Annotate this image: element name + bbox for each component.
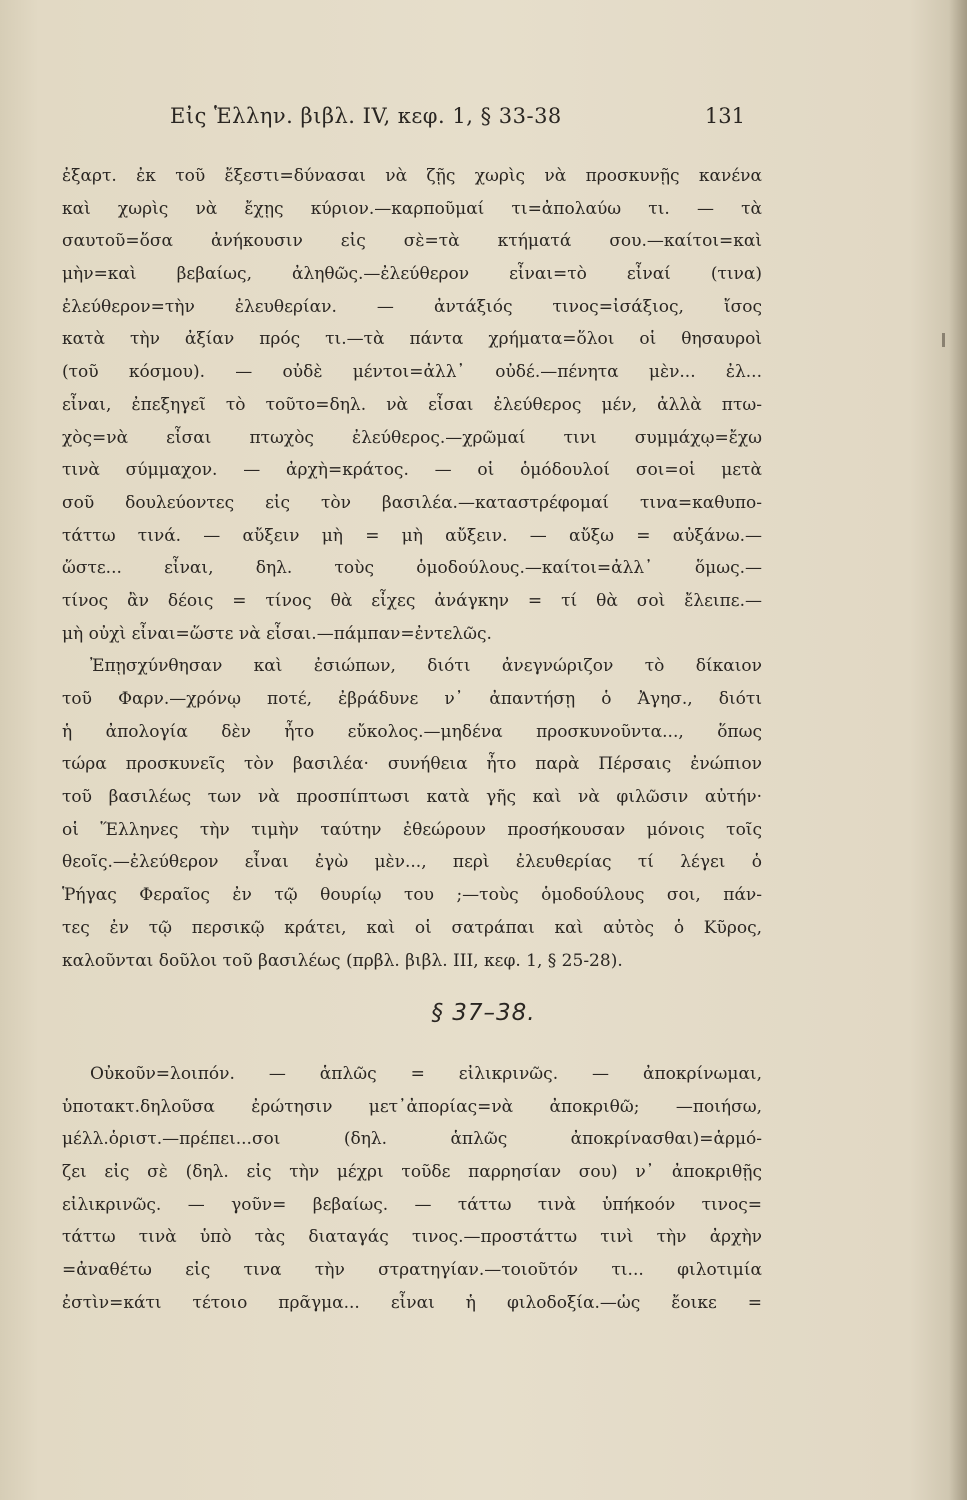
section-heading: § 37–38. [431,1000,536,1026]
text-line: ζει εἰς σὲ (δηλ. εἰς τὴν μέχρι τοῦδε παρρησίαν σου) ν᾽ ἀποκριθῇς [62,1162,762,1183]
text-line: μὴν=καὶ βεβαίως, ἀληθῶς.—ἐλεύθερον εἶναι=τὸ εἶναί (τινα) [62,264,762,285]
text-line: μέλλ.ὁριστ.—πρέπει...σοι (δηλ. ἁπλῶς ἀποκρίνασθαι)=ἁρμό- [62,1129,762,1150]
commentary-block-2 [62,1058,762,1320]
text-line: ὑποτακτ.δηλοῦσα ἐρώτησιν μετ᾽ἀπορίας=νὰ ἀποκριθῶ; —ποιήσω, [62,1096,762,1117]
text-line: ὥστε... εἶναι, δηλ. τοὺς ὁμοδούλους.—καίτοι=ἀλλ᾽ ὅμως.— [62,558,762,579]
text-line: τες ἐν τῷ περσικῷ κράτει, καὶ οἱ σατράπαι καὶ αὐτὸς ὁ Κῦρος, [62,917,762,938]
running-head [170,104,745,138]
text-line: τινὰ σύμμαχον. — ἀρχὴ=κράτος. — οἱ ὁμόδουλοί σοι=οἱ μετὰ [62,460,762,481]
text-line: ἡ ἀπολογία δὲν ἦτο εὔκολος.—μηδένα προσκυνοῦντα..., ὅπως [62,721,762,742]
text-line: εἰλικρινῶς. — γοῦν= βεβαίως. — τάττω τινὰ ὑπήκοόν τινος= [62,1194,762,1215]
text-line: τοῦ βασιλέως των νὰ προσπίπτωσι κατὰ γῆς καὶ νὰ φιλῶσιν αὐτήν· [62,787,762,808]
page-gutter [949,0,967,1500]
text-line: καὶ χωρὶς νὰ ἔχῃς κύριον.—καρποῦμαί τι=ἀπολαύω τι. — τὰ [62,198,762,219]
text-line: σαυτοῦ=ὅσα ἀνήκουσιν εἰς σὲ=τὰ κτήματά σου.—καίτοι=καὶ [62,231,762,252]
page-number: 131 [704,104,745,128]
text-line: θεοῖς.—ἐλεύθερον εἶναι ἐγὼ μὲν..., περὶ ἐλευθερίας τί λέγει ὁ [62,852,762,873]
text-line: εἶναι, ἐπεξηγεῖ τὸ τοῦτο=δηλ. νὰ εἶσαι ἐλεύθερος μέν, ἀλλὰ πτω- [62,394,762,415]
text-line: τοῦ Φαρν.—χρόνῳ ποτέ, ἐβράδυνε ν᾽ ἀπαντήσῃ ὁ Ἀγησ., διότι [62,689,762,709]
text-line: μὴ οὐχὶ εἶναι=ὥστε νὰ εἶσαι.—πάμπαν=ἐντελῶς. [62,623,492,644]
commentary-block-1 [62,160,762,977]
text-line: τίνος ἂν δέοις = τίνος θὰ εἶχες ἀνάγκην = τί θὰ σοὶ ἔλειπε.— [62,590,762,611]
margin-mark [942,333,945,347]
text-line: οἱ Ἕλληνες τὴν τιμὴν ταύτην ἐθεώρουν προσήκουσαν μόνοις τοῖς [62,819,762,840]
text-line: ἐλεύθερον=τὴν ἐλευθερίαν. — ἀντάξιός τινος=ἰσάξιος, ἴσος [62,296,762,317]
text-line: Ῥήγας Φεραῖος ἐν τῷ θουρίῳ του ;—τοὺς ὁμοδούλους σοι, πάν- [62,885,762,906]
text-line: χὸς=νὰ εἶσαι πτωχὸς ἐλεύθερος.—χρῶμαί τινι συμμάχῳ=ἔχω [62,427,762,448]
text-line: τώρα προσκυνεῖς τὸν βασιλέα· συνήθεια ἦτο παρὰ Πέρσαις ἐνώπιον [62,754,762,775]
text-line: ἐστὶν=κάτι τέτοιο πρᾶγμα... εἶναι ἡ φιλοδοξία.—ὡς ἔοικε = [62,1292,762,1313]
text-line: τάττω τινὰ ὑπὸ τὰς διαταγάς τινος.—προστάττω τινὶ τὴν ἀρχὴν [62,1227,762,1248]
text-line: ἐξαρτ. ἐκ τοῦ ἔξεστι=δύνασαι νὰ ζῇς χωρὶς νὰ προσκυνῇς κανένα [62,166,762,186]
text-line: σοῦ δουλεύοντες εἰς τὸν βασιλέα.—καταστρέφομαί τινα=καθυπο- [62,492,762,513]
text-line: Ἐπῃσχύνθησαν καὶ ἐσιώπων, διότι ἀνεγνώριζον τὸ δίκαιον [90,656,762,677]
text-line: καλοῦνται δοῦλοι τοῦ βασιλέως (πρβλ. βιβλ. III, κεφ. 1, § 25-28). [62,950,623,971]
text-line: (τοῦ κόσμου). — οὐδὲ μέντοι=ἀλλ᾽ οὐδέ.—πένητα μὲν... ἐλ... [62,362,762,383]
text-line: =ἀναθέτω εἰς τινα τὴν στρατηγίαν.—τοιοῦτόν τι... φιλοτιμία [62,1260,762,1281]
text-line: Οὐκοῦν=λοιπόν. — ἁπλῶς = εἰλικρινῶς. — ἀποκρίνωμαι, [90,1064,762,1084]
text-line: τάττω τινά. — αὔξειν μὴ = μὴ αὔξειν. — αὔξω = αὐξάνω.— [62,525,762,546]
text-line: κατὰ τὴν ἀξίαν πρός τι.—τὰ πάντα χρήματα=ὅλοι οἱ θησαυροὶ [62,329,762,350]
running-head-title: Εἰς Ἑλλην. βιβλ. IV, κεφ. 1, § 33-38 [170,104,562,128]
